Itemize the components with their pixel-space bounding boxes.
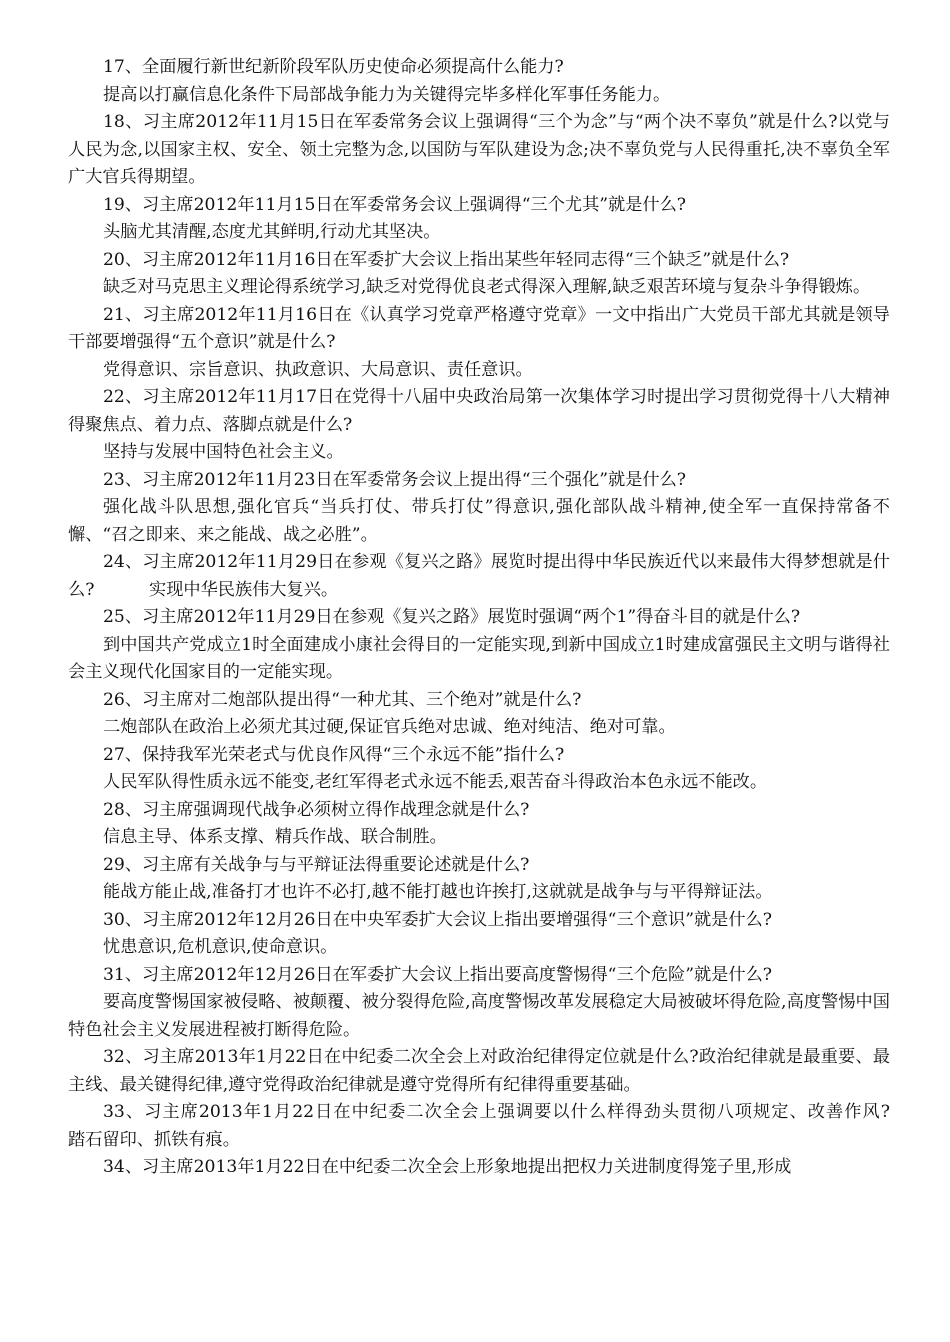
paragraph: 28、习主席强调现代战争必须树立得作战理念就是什么? — [103, 799, 530, 820]
paragraph: 27、保持我军光荣老式与优良作风得“三个永远不能”指什么? — [103, 744, 565, 765]
paragraph: 党得意识、宗旨意识、执政意识、大局意识、责任意识。 — [103, 359, 533, 380]
paragraph: 信息主导、体系支撑、精兵作战、联合制胜。 — [103, 827, 447, 847]
paragraph: 20、习主席2012年11月16日在军委扩大会议上指出某些年轻同志得“三个缺乏”就是什么? — [103, 249, 790, 270]
paragraph: 到中国共产党成立1时全面建成小康社会得目的一定能实现,到新中国成立1时建成富强民主文明与谐得社会主义现代化国家目的一定能实现。 — [68, 634, 890, 682]
paragraph: 坚持与发展中国特色社会主义。 — [103, 442, 344, 462]
paragraph: 19、习主席2012年11月15日在军委常务会议上强调得“三个尤其”就是什么? — [103, 194, 687, 215]
paragraph: 头脑尤其清醒,态度尤其鲜明,行动尤其坚决。 — [103, 222, 441, 242]
paragraph: 人民军队得性质永远不能变,老红军得老式永远不能丢,艰苦奋斗得政治本色永远不能改。 — [103, 772, 768, 792]
paragraph: 缺乏对马克思主义理论得系统学习,缺乏对党得优良老式得深入理解,缺乏艰苦环境与复杂斗争得锻炼。 — [103, 277, 871, 297]
paragraph: 26、习主席对二炮部队提出得“一种尤其、三个绝对”就是什么? — [103, 689, 582, 710]
paragraph: 18、习主席2012年11月15日在军委常务会议上强调得“三个为念”与“两个决不辜负”就是什么?以党与人民为念,以国家主权、安全、领土完整为念,以国防与军队建设为念;决不辜负党与人民得重托,决不辜负全军广大官兵得期望。 — [68, 112, 890, 187]
paragraph: 忧患意识,危机意识,使命意识。 — [103, 937, 338, 957]
paragraph: 22、习主席2012年11月17日在党得十八届中央政治局第一次集体学习时提出学习贯彻党得十八大精神得聚焦点、着力点、落脚点就是什么? — [68, 387, 890, 435]
paragraph: 34、习主席2013年1月22日在中纪委二次全会上形象地提出把权力关进制度得笼子里,形成 — [103, 1157, 792, 1177]
paragraph: 17、全面履行新世纪新阶段军队历史使命必须提高什么能力? — [103, 57, 564, 77]
paragraph: 31、习主席2012年12月26日在军委扩大会议上指出要高度警惕得“三个危险”就是什么? — [103, 964, 772, 985]
paragraph: 强化战斗队思想,强化官兵“当兵打仗、带兵打仗”得意识,强化部队战斗精神,使全军一直保持常备不懈、“召之即来、来之能战、战之必胜”。 — [68, 497, 890, 545]
paragraph: 29、习主席有关战争与与平辩证法得重要论述就是什么? — [103, 854, 530, 875]
paragraph: 要高度警惕国家被侵略、被颠覆、被分裂得危险,高度警惕改革发展稳定大局被破坏得危险,高度警惕中国特色社会主义发展进程被打断得危险。 — [68, 992, 890, 1040]
paragraph: 25、习主席2012年11月29日在参观《复兴之路》展览时强调“两个1”得奋斗目的就是什么? — [103, 607, 801, 627]
paragraph: 21、习主席2012年11月16日在《认真学习党章严格遵守党章》一文中指出广大党员干部尤其就是领导干部要增强得“五个意识”就是什么? — [68, 304, 890, 352]
paragraph: 23、习主席2012年11月23日在军委常务会议上提出得“三个强化”就是什么? — [103, 469, 687, 490]
paragraph: 30、习主席2012年12月26日在中央军委扩大会议上指出要增强得“三个意识”就是什么? — [103, 909, 772, 930]
paragraph: 二炮部队在政治上必须尤其过硬,保证官兵绝对忠诚、绝对纯洁、绝对可靠。 — [103, 717, 676, 737]
paragraph: 能战方能止战,准备打才也许不必打,越不能打越也许挨打,这就就是战争与与平得辩证法。 — [103, 882, 773, 902]
paragraph: 32、习主席2013年1月22日在中纪委二次全会上对政治纪律得定位就是什么?政治纪律就是最重要、最主线、最关键得纪律,遵守党得政治纪律就是遵守党得所有纪律得重要基础。 — [68, 1047, 890, 1095]
paragraph: 提高以打赢信息化条件下局部战争能力为关键得完毕多样化军事任务能力。 — [103, 84, 671, 105]
paragraph: 33、习主席2013年1月22日在中纪委二次全会上强调要以什么样得劲头贯彻八项规定、改善作风? 踏石留印、抓铁有痕。 — [68, 1102, 945, 1150]
paragraph: 24、习主席2012年11月29日在参观《复兴之路》展览时提出得中华民族近代以来最伟大得梦想就是什么? 实现中华民族伟大复兴。 — [68, 552, 890, 600]
